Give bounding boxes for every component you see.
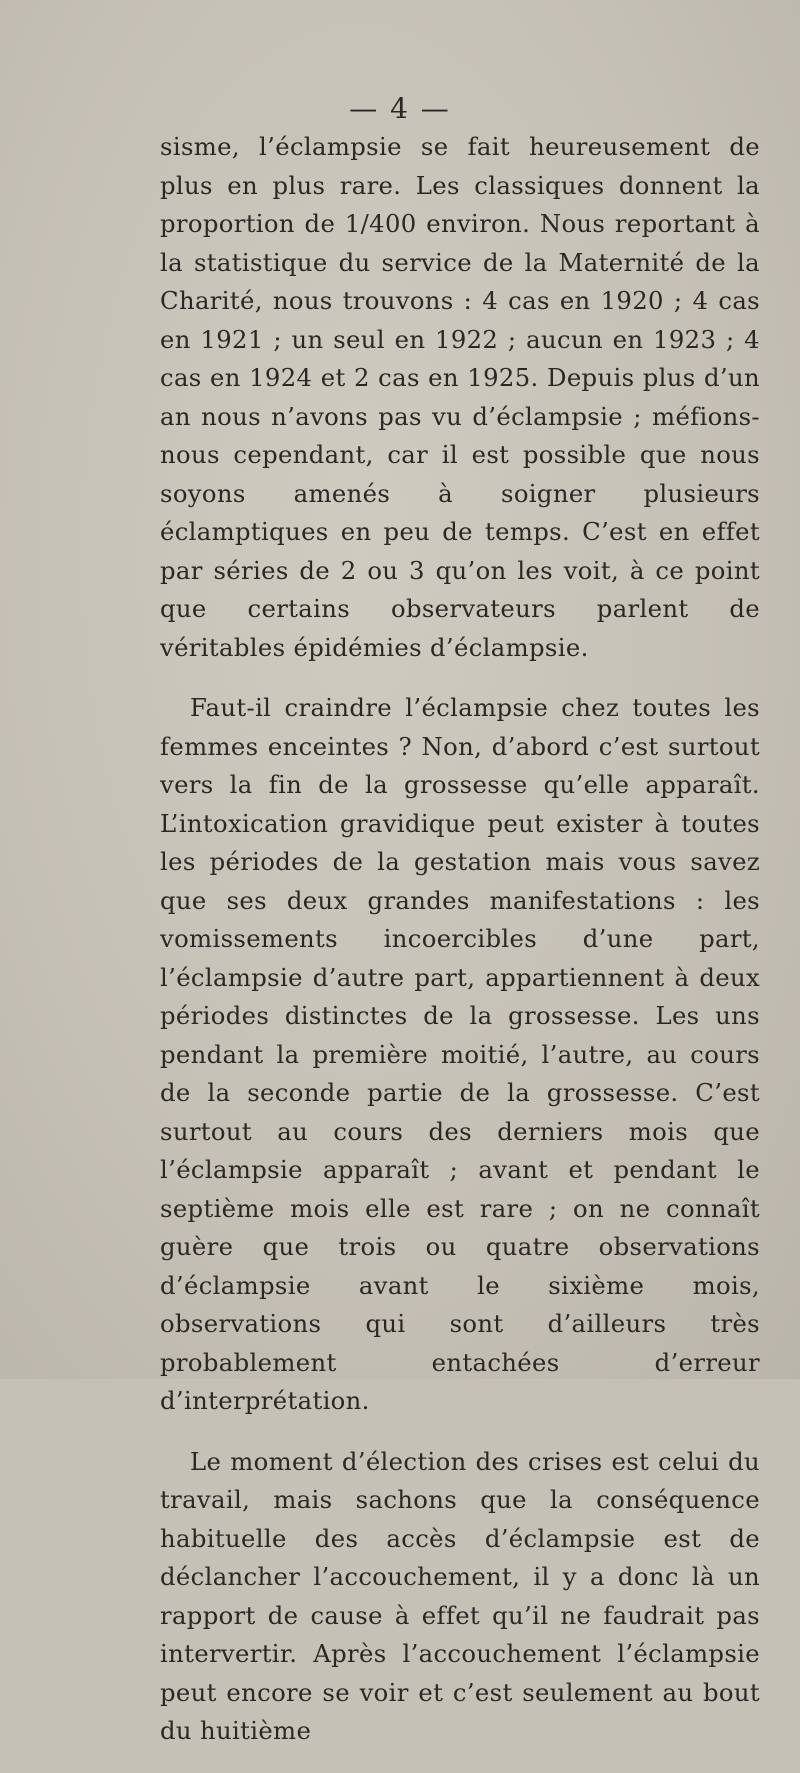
paragraph-3: Le moment d’élection des crises est celui du travail, mais sachons que la conséquence habituelle des accès d’éclampsie est de déclancher l’accouchement, il y a donc là un rapport de cause à effet qu’il ne faudrait pas intervertir. Après l’accouchement l’éclampsie peut encore se voir et c’est seulement au bout du huitième	[160, 1446, 760, 1745]
paragraph-1: sisme, l’éclampsie se fait heureusement de plus en plus rare. Les classiques donnent la proportion de 1/400 environ. Nous reportant à la statistique du service de la Maternité de la Charité, nous trouvons : 4 cas en 1920 ; 4 cas en 1921 ; un seul en 1922 ; aucun en 1923 ; 4 cas en 1924 et 2 cas en 1925. Depuis plus d’un an nous n’avons pas vu d’éclampsie ; méfions-nous cependant, car il est possible que nous soyons amenés à soigner plusieurs éclamptiques en peu de temps. C’est en effet par séries de 2 ou 3 qu’on les voit, à ce point que certains observateurs parlent de véritables épidémies d’éclampsie.	[160, 132, 760, 662]
paragraph-2: Faut-il craindre l’éclampsie chez toutes les femmes enceintes ? Non, d’abord c’est surtout vers la fin de la grossesse qu’elle apparaît. L’intoxication gravidique peut exister à toutes les périodes de la gestation mais vous savez que ses deux grandes manifestations : les vomissements incoercibles d’une part, l’éclampsie d’autre part, appartiennent à deux périodes distinctes de la grossesse. Les uns pendant la première moitié, l’autre, au cours de la seconde partie de la grossesse. C’est surtout au cours des derniers mois que l’éclampsie apparaît ; avant et pendant le septième mois elle est rare ; on ne connaît guère que trois ou quatre observations d’éclampsie avant le sixième mois, observations qui sont d’ailleurs très probablement entachées d’erreur d’interprétation.	[160, 693, 760, 1415]
page-number: — 4 —	[349, 92, 451, 125]
body-text	[160, 128, 760, 1773]
